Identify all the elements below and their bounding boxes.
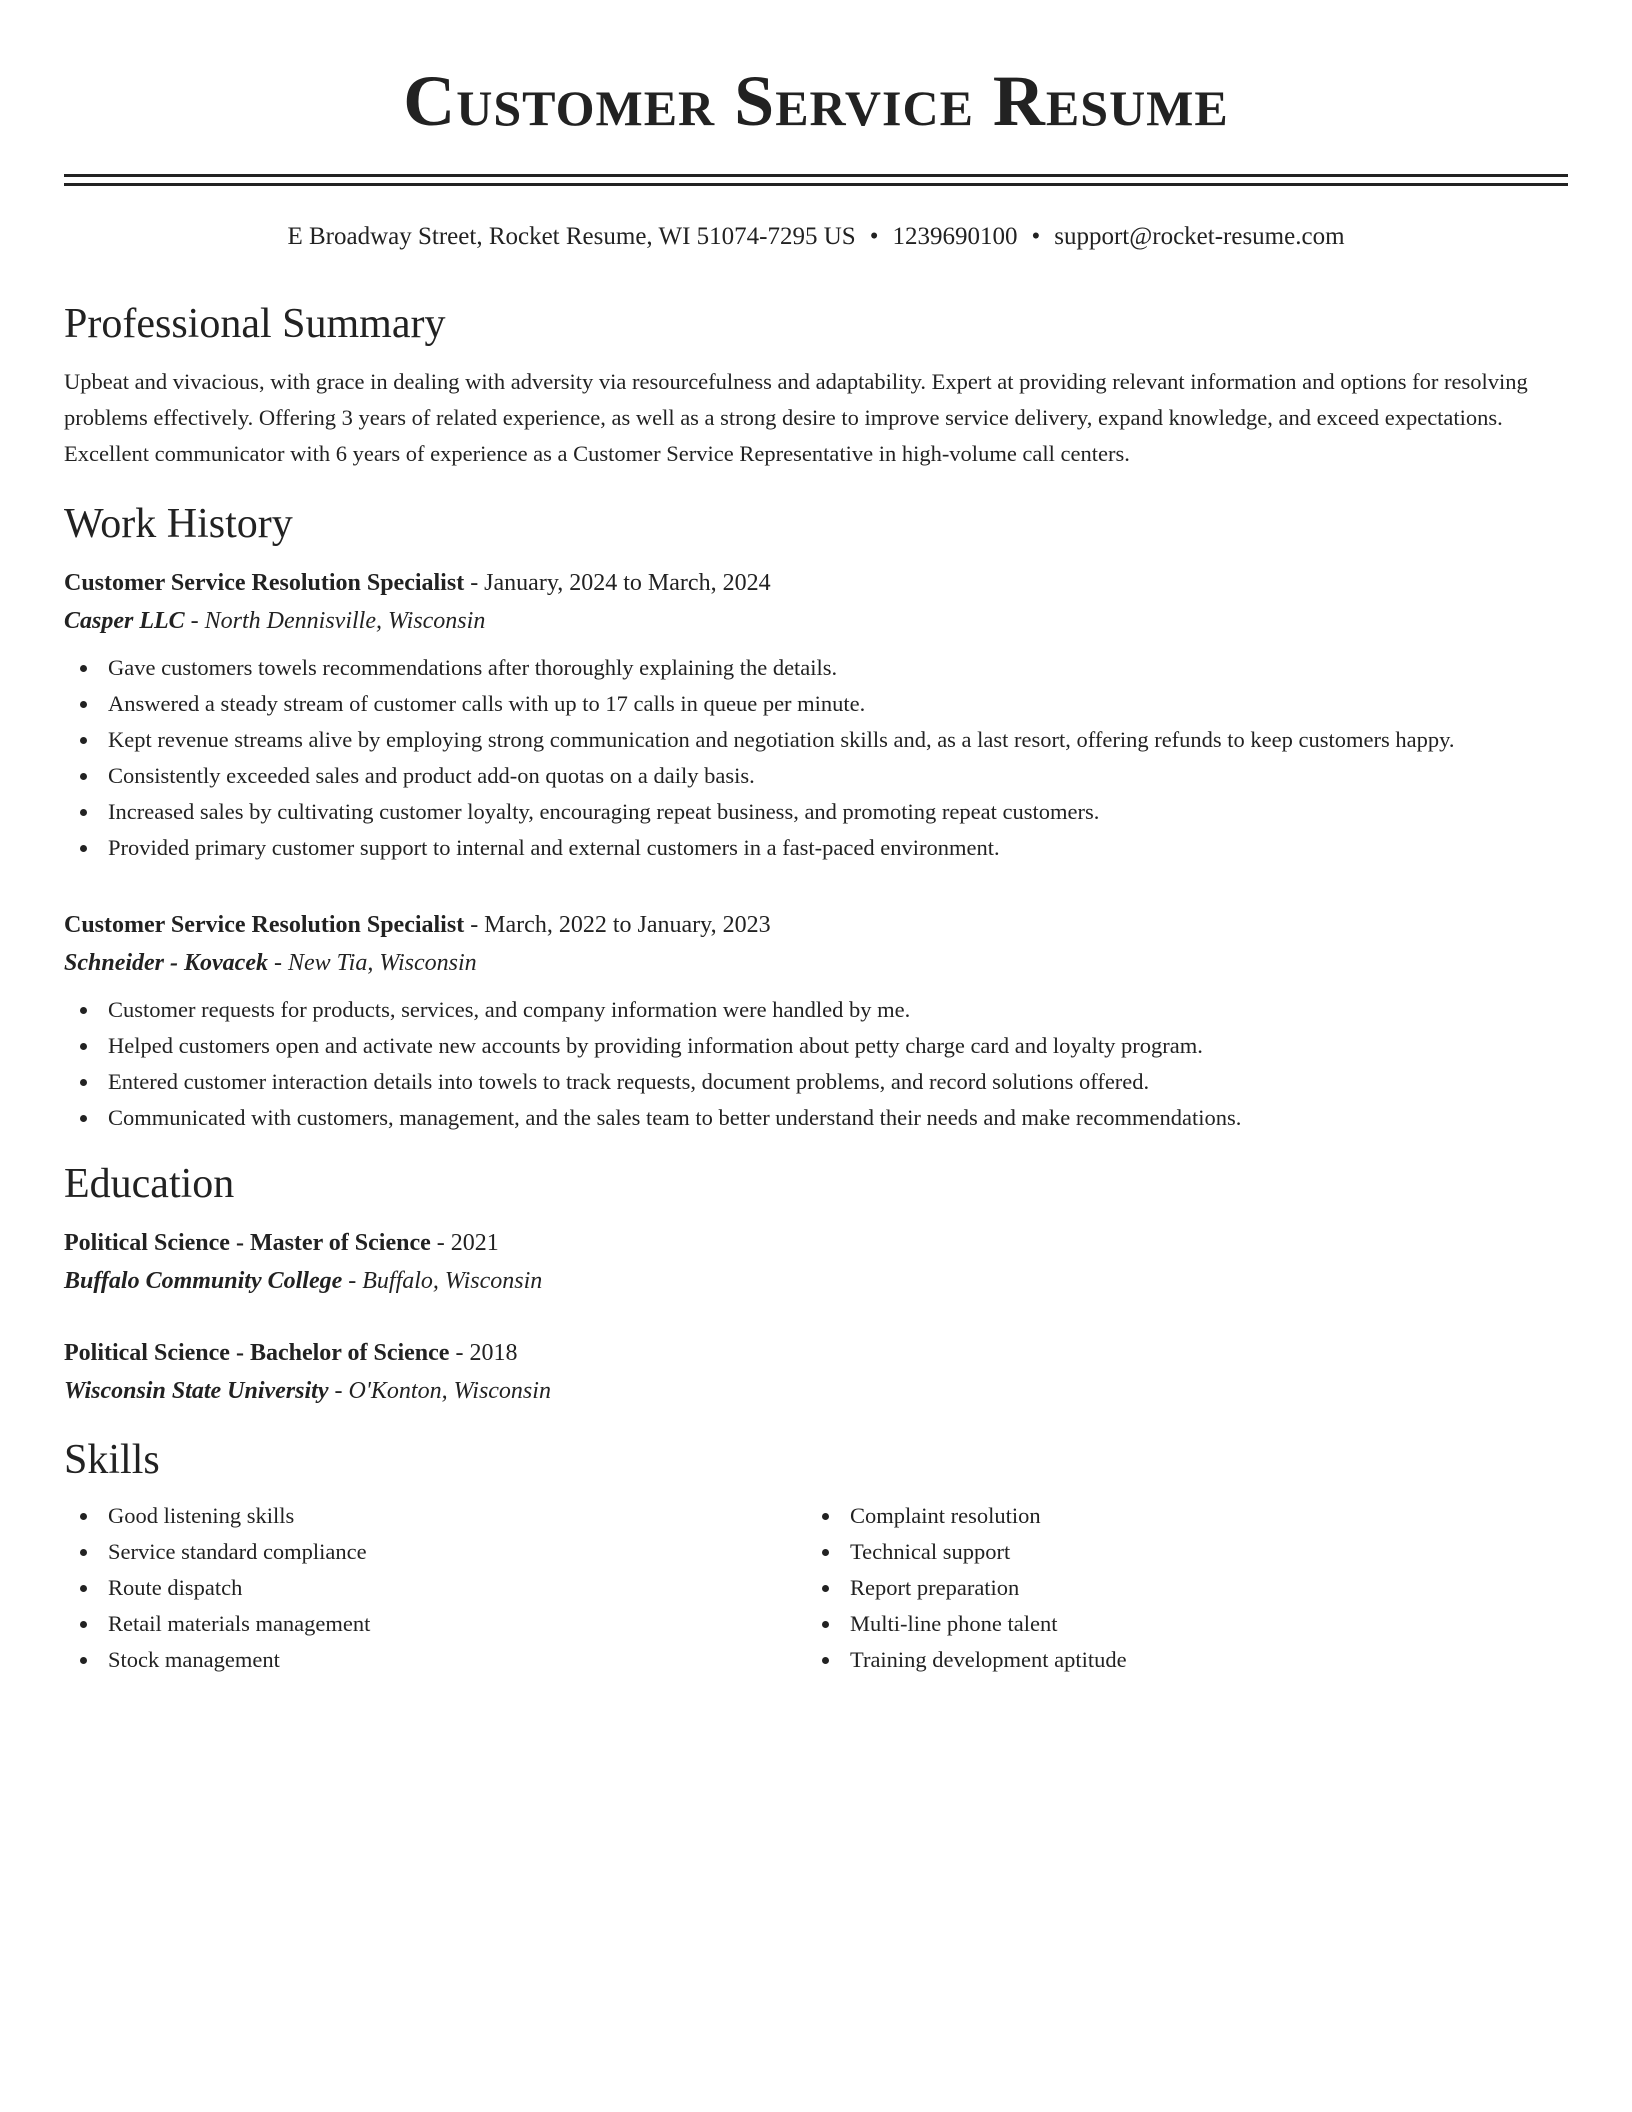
job-dates: - March, 2022 to January, 2023 — [464, 912, 771, 938]
degree-line — [64, 1224, 1568, 1262]
resume-title: Customer Service Resume — [403, 61, 1229, 141]
skill-item: Training development aptitude — [806, 1642, 1548, 1678]
job-location: - North Dennisville, Wisconsin — [184, 608, 486, 634]
school-location: - Buffalo, Wisconsin — [342, 1268, 543, 1294]
summary-section — [64, 298, 1568, 472]
job-entry — [64, 564, 1568, 866]
skills-columns — [64, 1498, 1568, 1678]
school-line — [64, 1262, 1568, 1300]
job-dates: - January, 2024 to March, 2024 — [464, 570, 771, 596]
job-duties-list — [64, 650, 1568, 866]
job-company: Casper LLC — [64, 608, 185, 634]
summary-heading: Professional Summary — [64, 301, 446, 347]
contact-separator: • — [1031, 223, 1041, 250]
skills-list — [806, 1498, 1548, 1678]
school-name: Wisconsin State University — [64, 1378, 329, 1404]
school-name: Buffalo Community College — [64, 1268, 343, 1294]
skill-item: Multi-line phone talent — [806, 1606, 1548, 1642]
job-duty: Increased sales by cultivating customer loyalty, encouraging repeat business, and promoting repeat customers. — [64, 794, 1568, 830]
job-duty: Answered a steady stream of customer calls with up to 17 calls in queue per minute. — [64, 686, 1568, 722]
job-duties-list — [64, 992, 1568, 1136]
contact-address: E Broadway Street, Rocket Resume, WI 51074-7295 US — [287, 223, 856, 250]
skill-item: Report preparation — [806, 1570, 1548, 1606]
title-divider — [64, 174, 1568, 186]
job-entry — [64, 906, 1568, 1136]
skills-column-right — [806, 1498, 1548, 1678]
skill-item: Complaint resolution — [806, 1498, 1548, 1534]
work-history-section — [64, 498, 1568, 1136]
skills-list — [64, 1498, 806, 1678]
contact-line — [64, 220, 1568, 254]
skills-section — [64, 1434, 1568, 1678]
job-title-line — [64, 564, 1568, 602]
education-entry — [64, 1224, 1568, 1300]
skills-column-left — [64, 1498, 806, 1678]
job-title-line — [64, 906, 1568, 944]
skill-item: Route dispatch — [64, 1570, 806, 1606]
contact-email: support@rocket-resume.com — [1054, 223, 1345, 250]
job-company-line — [64, 602, 1568, 640]
job-duty: Helped customers open and activate new accounts by providing information about petty charge card and loyalty program. — [64, 1028, 1568, 1064]
skill-item: Service standard compliance — [64, 1534, 806, 1570]
job-duty: Consistently exceeded sales and product add-on quotas on a daily basis. — [64, 758, 1568, 794]
job-title: Customer Service Resolution Specialist — [64, 912, 465, 938]
school-location: - O'Konton, Wisconsin — [328, 1378, 551, 1404]
education-entry — [64, 1334, 1568, 1410]
job-duty: Customer requests for products, services, and company information were handled by me. — [64, 992, 1568, 1028]
school-line — [64, 1372, 1568, 1410]
job-duty: Gave customers towels recommendations after thoroughly explaining the details. — [64, 650, 1568, 686]
degree-line — [64, 1334, 1568, 1372]
job-duty: Kept revenue streams alive by employing strong communication and negotiation skills and, as a last resort, offering refunds to keep customers happy. — [64, 722, 1568, 758]
job-location: - New Tia, Wisconsin — [267, 950, 477, 976]
skill-item: Technical support — [806, 1534, 1548, 1570]
summary-text: Upbeat and vivacious, with grace in dealing with adversity via resourcefulness and adaptability. Expert at providing relevant information and options for resolving problems effectively. Offering 3 years of related experience, as well as a strong desire to improve service delivery, expand knowledge, and exceed expectations. Excellent communicator with 6 years of experience as a Customer Service Representative in high-volume call centers. — [64, 369, 1528, 466]
degree-name: Political Science - Master of Science — [64, 1230, 431, 1256]
job-duty: Provided primary customer support to internal and external customers in a fast-paced environment. — [64, 830, 1568, 866]
job-title: Customer Service Resolution Specialist — [64, 570, 465, 596]
degree-year: - 2018 — [449, 1340, 518, 1366]
work-history-heading: Work History — [64, 501, 293, 547]
contact-phone: 1239690100 — [892, 223, 1018, 250]
education-section — [64, 1158, 1568, 1410]
degree-name: Political Science - Bachelor of Science — [64, 1340, 450, 1366]
job-company: Schneider - Kovacek — [64, 950, 268, 976]
skills-heading: Skills — [64, 1437, 160, 1483]
job-duty: Communicated with customers, management, and the sales team to better understand their needs and make recommendations. — [64, 1100, 1568, 1136]
skill-item: Retail materials management — [64, 1606, 806, 1642]
job-company-line — [64, 944, 1568, 982]
skill-item: Good listening skills — [64, 1498, 806, 1534]
contact-separator: • — [869, 223, 879, 250]
job-duty: Entered customer interaction details into towels to track requests, document problems, and record solutions offered. — [64, 1064, 1568, 1100]
education-heading: Education — [64, 1161, 235, 1207]
degree-year: - 2021 — [430, 1230, 499, 1256]
skill-item: Stock management — [64, 1642, 806, 1678]
